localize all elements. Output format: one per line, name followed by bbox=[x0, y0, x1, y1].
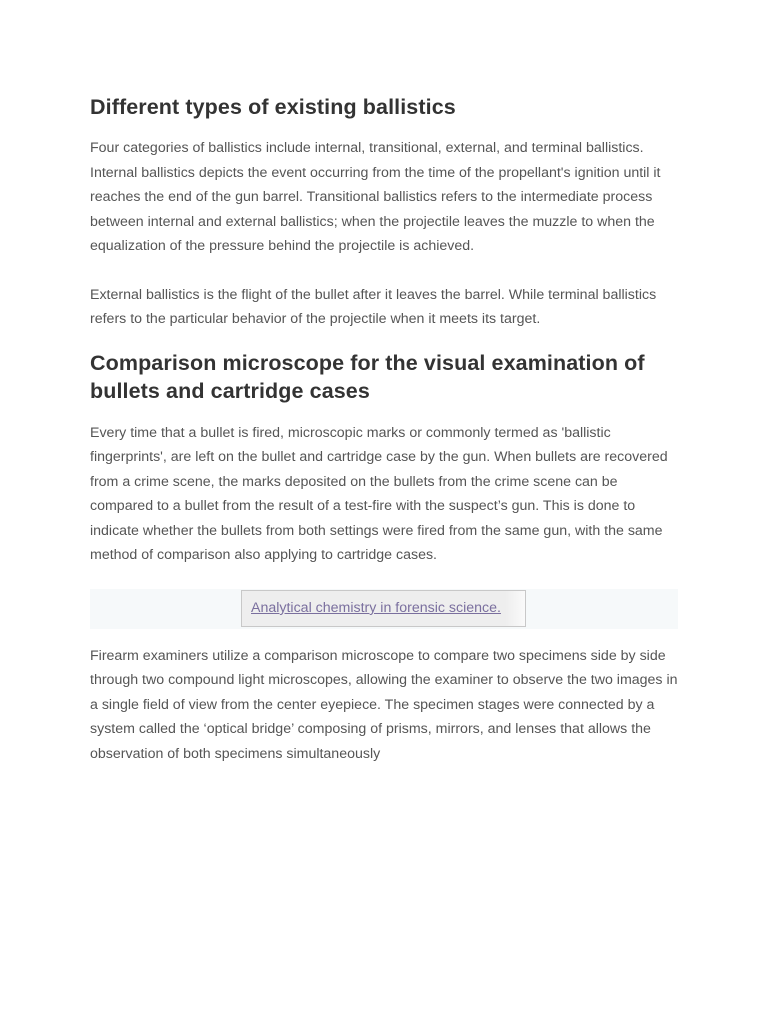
paragraph-external-ballistics: External ballistics is the flight of the bullet after it leaves the barrel. While terminal ballistics refers to the particular behavior of the projectile when it meets its target. bbox=[90, 286, 657, 327]
article-body bbox=[90, 90, 678, 766]
related-article-card[interactable] bbox=[241, 590, 526, 627]
related-article-link[interactable]: Analytical chemistry in forensic science. bbox=[251, 600, 501, 616]
section-heading-comparison-microscope: Comparison microscope for the visual examination of bullets and cartridge cases bbox=[90, 350, 645, 403]
paragraph-comparison-microscope: Firearm examiners utilize a comparison microscope to compare two specimens side by side through two compound light microscopes, allowing the examiner to observe the two images in a single field of view from the center eyepiece. The specimen stages were connected by a system called the ‘optical bridge’ composing of prisms, mirrors, and lenses that allows the observation of both specimens simultaneously bbox=[90, 647, 678, 762]
related-article-band bbox=[90, 589, 678, 629]
paragraph-ballistics-categories: Four categories of ballistics include internal, transitional, external, and terminal ballistics. Internal ballistics depicts the event occurring from the time of the propellant's ignition until it reaches the end of the gun barrel. Transitional ballistics refers to the intermediate process between internal and external ballistics; when the projectile leaves the muzzle to when the equalization of the pressure behind the projectile is achieved. bbox=[90, 140, 661, 254]
section-heading-ballistics-types: Different types of existing ballistics bbox=[90, 95, 456, 119]
paragraph-ballistic-fingerprints: Every time that a bullet is fired, microscopic marks or commonly termed as 'ballistic fingerprints', are left on the bullet and cartridge case by the gun. When bullets are recovered from a crime scene, the marks deposited on the bullets from the crime scene can be compared to a bullet from the result of a test-fire with the suspect’s gun. This is done to indicate whether the bullets from both settings were fired from the same gun, with the same method of comparison also applying to cartridge cases. bbox=[90, 424, 668, 563]
